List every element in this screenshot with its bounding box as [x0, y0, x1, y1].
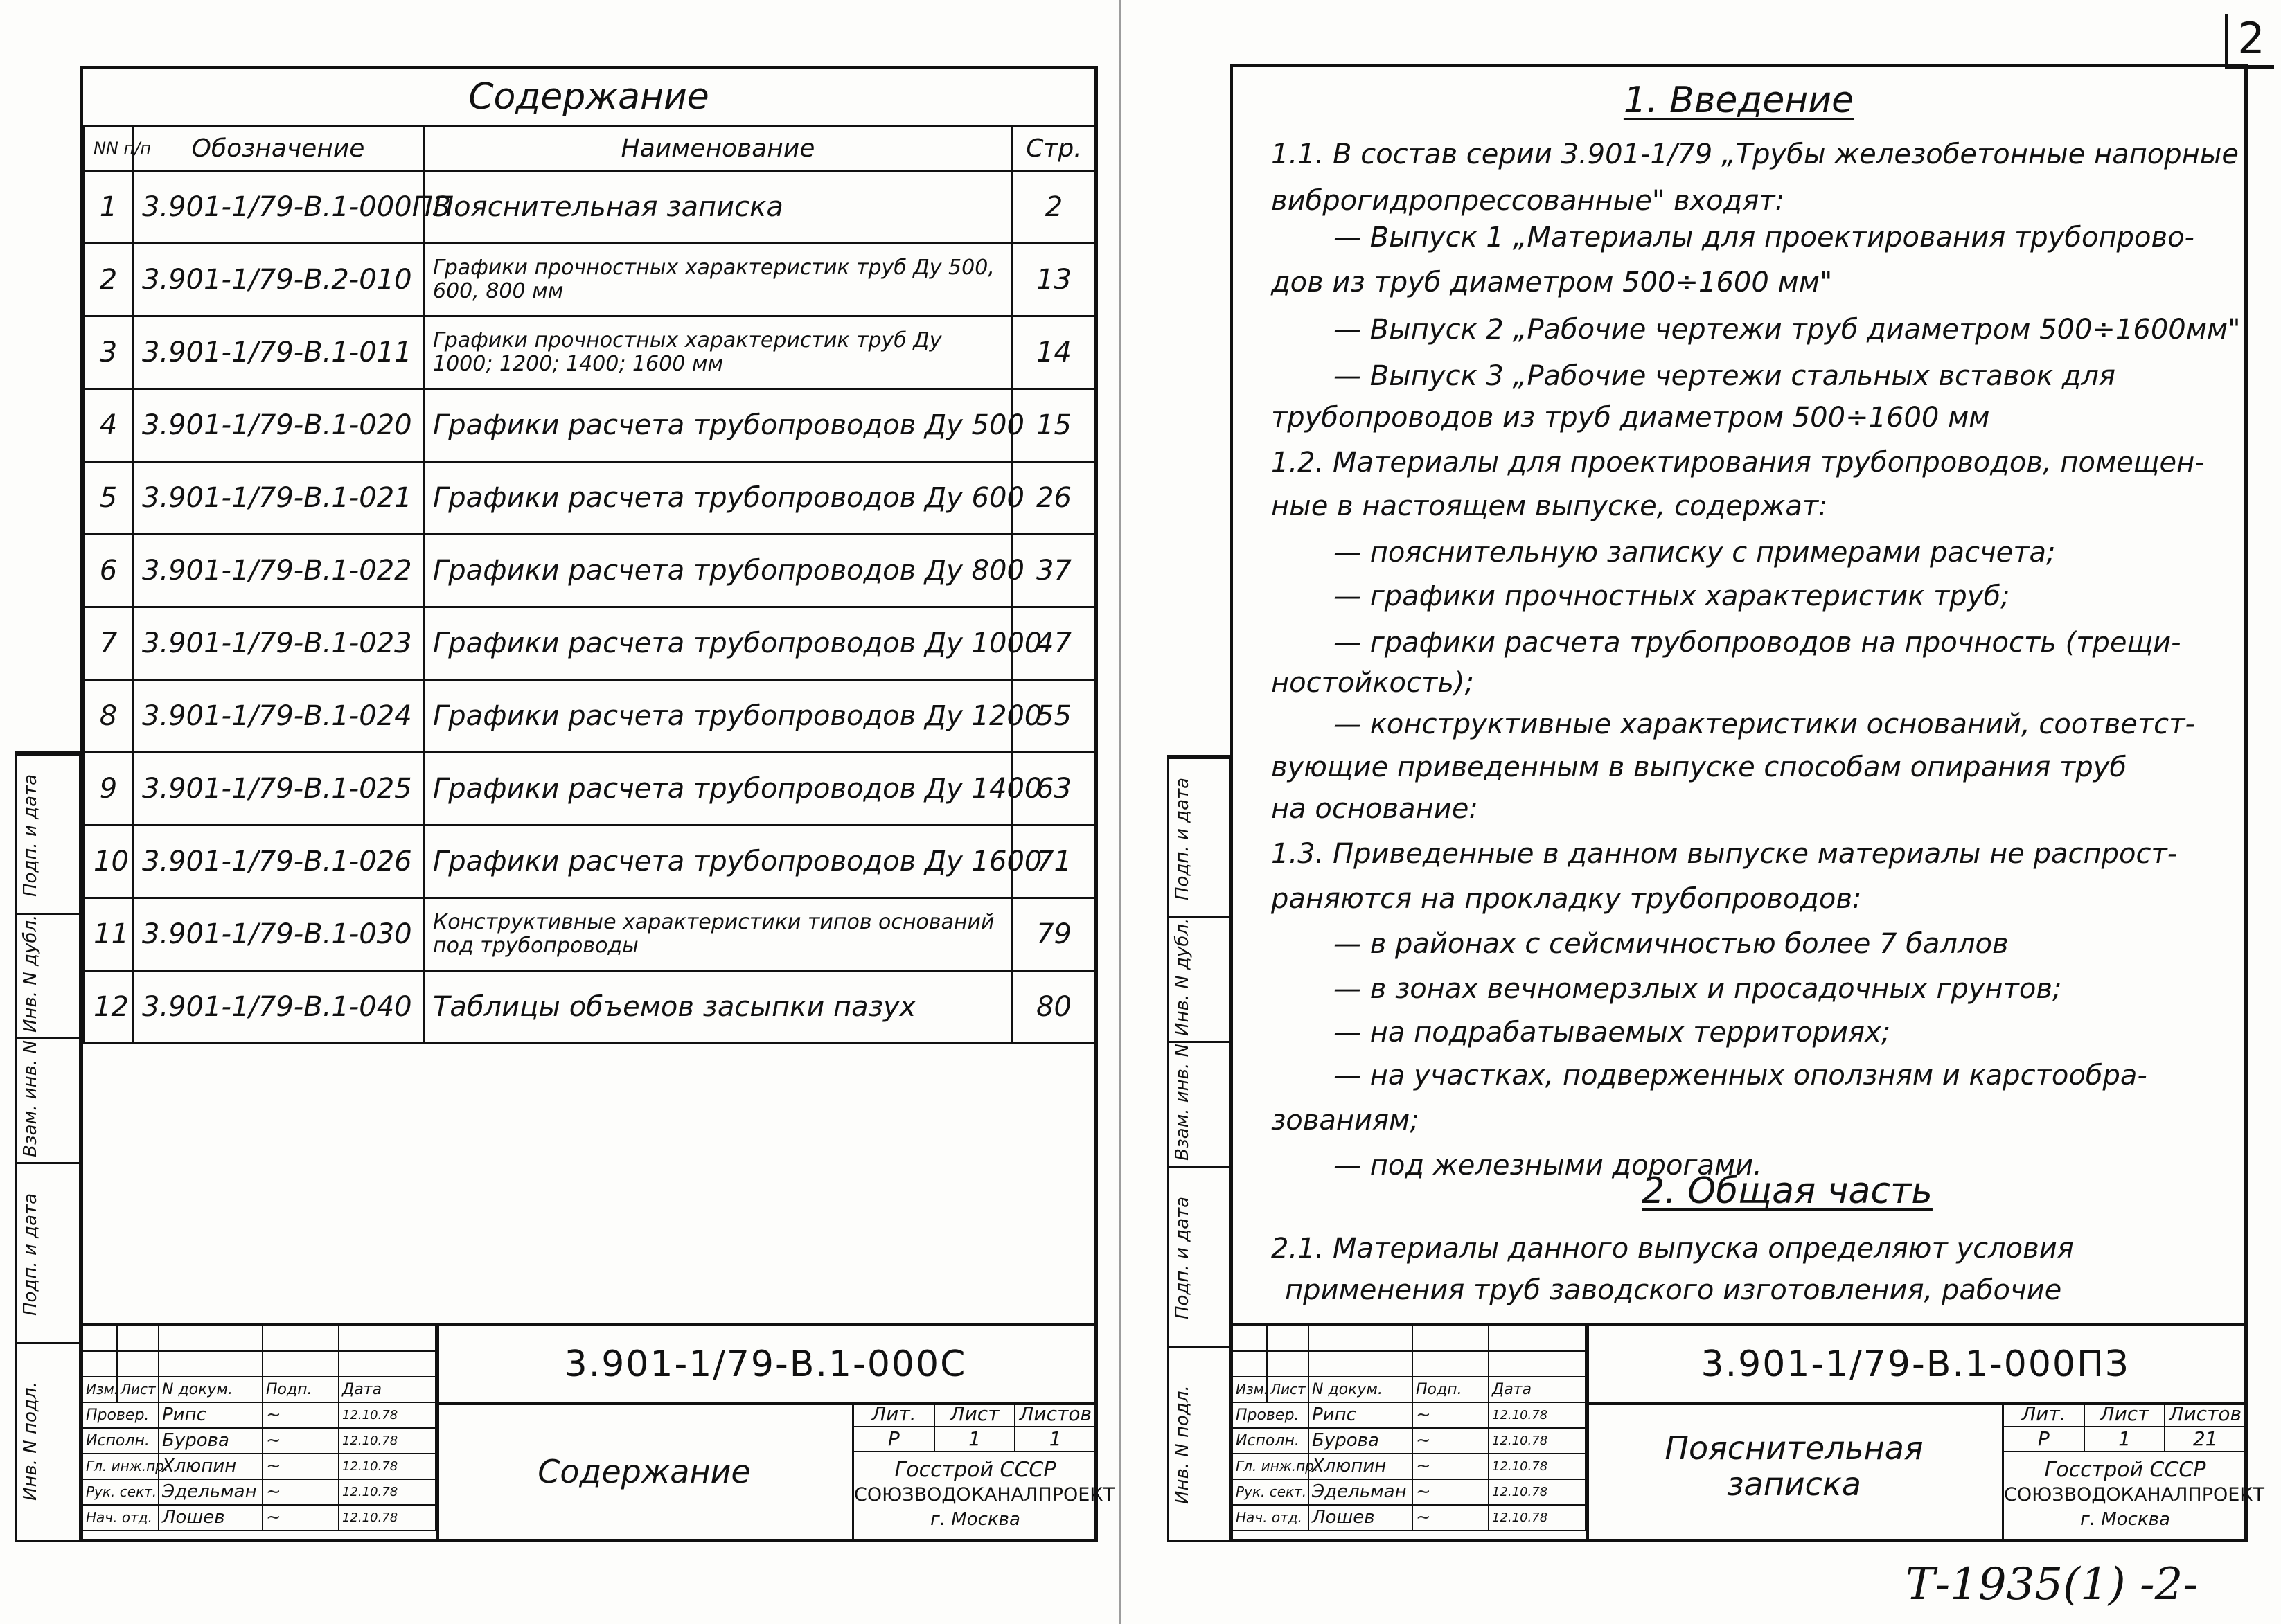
row-designation: 3.901-1/79-В.1-023 — [133, 607, 424, 680]
row-num: 4 — [85, 389, 133, 462]
strip-label: Инв. N подл. — [20, 1382, 41, 1501]
row-num: 12 — [85, 971, 133, 1044]
binding-margin-strip — [1167, 755, 1231, 1542]
stage-sheet-label: Лист — [2085, 1402, 2166, 1427]
text-line: 2.1. Материалы данного выпуска определяют условия — [1271, 1233, 2074, 1265]
row-name: Графики расчета трубопроводов Ду 600 — [424, 462, 1013, 535]
sign-date: 12.10.78 — [1489, 1403, 1586, 1427]
table-row — [85, 462, 1096, 535]
signature: ~ — [1413, 1506, 1489, 1530]
sign-date: 12.10.78 — [339, 1480, 436, 1504]
signature: ~ — [1413, 1429, 1489, 1453]
document-name: Содержание — [538, 1453, 751, 1490]
strip-cell — [1169, 1346, 1229, 1540]
col-header-designation: Обозначение — [133, 126, 424, 171]
col-header-num: NN п/п — [85, 126, 133, 171]
hdr-date: Дата — [1489, 1377, 1586, 1402]
strip-cell — [17, 1162, 79, 1342]
signature-row — [1233, 1429, 1586, 1454]
signature-row — [83, 1454, 436, 1480]
org-name: СОЮЗВОДОКАНАЛПРОЕКТ — [2004, 1484, 2264, 1506]
text-line: на основание: — [1271, 793, 1478, 825]
stage-sheet-value: 1 — [935, 1427, 1016, 1452]
title-block — [1233, 1323, 2264, 1539]
role: Исполн. — [83, 1429, 159, 1453]
document-name-line1: Пояснительная — [1665, 1429, 1924, 1467]
role: Нач. отд. — [1233, 1506, 1309, 1530]
strip-label: Взам. инв. N — [20, 1040, 41, 1157]
row-name: Графики расчета трубопроводов Ду 800 — [424, 535, 1013, 607]
hdr-sheet: Лист — [1268, 1377, 1309, 1402]
sheet-divider — [1119, 0, 1121, 1624]
person: Рипс — [1309, 1403, 1413, 1427]
row-page: 15 — [1013, 389, 1096, 462]
text-line: ные в настоящем выпуске, содержат: — [1271, 490, 1828, 522]
archive-reference: Т-1935(1) -2- — [1905, 1559, 2198, 1610]
stage-box — [852, 1402, 1115, 1541]
section-heading-general: 2. Общая часть — [1642, 1170, 1933, 1212]
text-line: — в районах с сейсмичностью более 7 баллов — [1333, 928, 2009, 960]
hdr-sheet: Лист — [118, 1377, 159, 1402]
text-line: зованиям; — [1271, 1105, 1419, 1136]
stage-sheet-label: Лист — [935, 1402, 1016, 1427]
stage-sheets-label: Листов — [1015, 1402, 1097, 1427]
role: Гл. инж.пр. — [83, 1454, 159, 1479]
stage-lit-value: Р — [2004, 1427, 2085, 1452]
stage-lit-label: Лит. — [854, 1402, 935, 1427]
row-designation: 3.901-1/79-В.1-000ПЗ — [133, 171, 424, 244]
signature: ~ — [1413, 1480, 1489, 1504]
signature-grid — [83, 1326, 439, 1542]
signature-row — [1233, 1454, 1586, 1480]
strip-cell — [1169, 1041, 1229, 1166]
table-row — [85, 898, 1096, 971]
role: Гл. инж.пр. — [1233, 1454, 1309, 1479]
row-page: 2 — [1013, 171, 1096, 244]
row-designation: 3.901-1/79-В.1-025 — [133, 753, 424, 826]
table-row — [85, 171, 1096, 244]
page-number: 2 — [2225, 14, 2274, 69]
strip-cell — [17, 1342, 79, 1540]
sign-date: 12.10.78 — [1489, 1454, 1586, 1479]
strip-label: Подп. и дата — [1172, 1196, 1193, 1319]
org-name: СОЮЗВОДОКАНАЛПРОЕКТ — [854, 1484, 1115, 1506]
person: Бурова — [1309, 1429, 1413, 1453]
role: Нач. отд. — [83, 1506, 159, 1530]
contents-sheet — [0, 0, 1119, 1624]
binding-margin-strip — [15, 751, 81, 1542]
signature: ~ — [263, 1454, 339, 1479]
text-line: трубопроводов из труб диаметром 500÷1600 мм — [1271, 402, 1990, 434]
sign-date: 12.10.78 — [339, 1429, 436, 1453]
row-name: Конструктивные характеристики типов оснований под трубопроводы — [424, 898, 1013, 971]
signature: ~ — [263, 1506, 339, 1530]
hdr-sign: Подп. — [1413, 1377, 1489, 1402]
row-name: Графики прочностных характеристик труб Ду 1000; 1200; 1400; 1600 мм — [424, 316, 1013, 389]
org-ministry: Госстрой СССР — [2044, 1458, 2206, 1482]
strip-cell — [1169, 1166, 1229, 1346]
row-designation: 3.901-1/79-В.1-040 — [133, 971, 424, 1044]
row-num: 5 — [85, 462, 133, 535]
strip-cell — [1169, 757, 1229, 916]
document-name — [1586, 1430, 2002, 1502]
row-num: 8 — [85, 680, 133, 753]
strip-label: Инв. N дубл. — [20, 914, 41, 1033]
sign-date: 12.10.78 — [1489, 1429, 1586, 1453]
sign-date: 12.10.78 — [339, 1454, 436, 1479]
stage-sheets-value: 1 — [1015, 1427, 1097, 1452]
row-name: Пояснительная записка — [424, 171, 1013, 244]
document-code: 3.901-1/79-В.1-000ПЗ — [1586, 1326, 2244, 1405]
row-designation: 3.901-1/79-В.1-020 — [133, 389, 424, 462]
sign-date: 12.10.78 — [1489, 1480, 1586, 1504]
text-line: — графики прочностных характеристик труб; — [1333, 580, 2010, 612]
table-row — [85, 535, 1096, 607]
row-page: 37 — [1013, 535, 1096, 607]
text-line: — пояснительную записку с примерами расчета; — [1333, 537, 2056, 569]
person: Рипс — [159, 1403, 263, 1427]
section-heading-intro: 1. Введение — [1623, 80, 1854, 121]
stage-lit-label: Лит. — [2004, 1402, 2085, 1427]
row-designation: 3.901-1/79-В.1-022 — [133, 535, 424, 607]
org-city: г. Москва — [2080, 1509, 2170, 1530]
person: Лошев — [1309, 1506, 1413, 1530]
signature-row — [1233, 1506, 1586, 1531]
table-row — [85, 826, 1096, 898]
row-name: Графики расчета трубопроводов Ду 1200 — [424, 680, 1013, 753]
text-line: — графики расчета трубопроводов на прочность (трещи- — [1333, 627, 2181, 659]
row-num: 10 — [85, 826, 133, 898]
explanatory-note-sheet — [1122, 0, 2281, 1624]
text-line: 1.3. Приведенные в данном выпуске материалы не распрост- — [1271, 838, 2178, 870]
strip-label: Подп. и дата — [20, 1193, 41, 1316]
table-row — [85, 971, 1096, 1044]
hdr-date: Дата — [339, 1377, 436, 1402]
table-row — [85, 607, 1096, 680]
row-name: Графики прочностных характеристик труб Ду 500, 600, 800 мм — [424, 244, 1013, 316]
signature-grid — [1233, 1326, 1589, 1542]
strip-cell — [17, 753, 79, 913]
signature: ~ — [263, 1429, 339, 1453]
text-line: 1.2. Материалы для проектирования трубопроводов, помещен- — [1271, 447, 2205, 479]
text-line: — под железными дорогами. — [1333, 1150, 1762, 1181]
strip-cell — [1169, 916, 1229, 1041]
table-row — [85, 680, 1096, 753]
row-name: Таблицы объемов засыпки пазух — [424, 971, 1013, 1044]
text-line: — Выпуск 1 „Материалы для проектирования трубопрово- — [1333, 222, 2194, 253]
text-line: — Выпуск 2 „Рабочие чертежи труб диаметром 500÷1600мм" — [1333, 314, 2241, 346]
person: Эдельман — [1309, 1480, 1413, 1504]
text-line: применения труб заводского изготовления, рабочие — [1285, 1274, 2062, 1306]
row-name: Графики расчета трубопроводов Ду 1600 — [424, 826, 1013, 898]
row-designation: 3.901-1/79-В.2-010 — [133, 244, 424, 316]
role: Провер. — [1233, 1403, 1309, 1427]
text-line: — на участках, подверженных оползням и карстообра- — [1333, 1060, 2147, 1091]
text-line: ностойкость); — [1271, 667, 1474, 699]
strip-label: Инв. N дубл. — [1172, 918, 1193, 1036]
row-designation: 3.901-1/79-В.1-024 — [133, 680, 424, 753]
col-header-name: Наименование — [424, 126, 1013, 171]
signature-row — [83, 1429, 436, 1454]
row-page: 79 — [1013, 898, 1096, 971]
hdr-change: Изм. — [83, 1377, 118, 1402]
row-name: Графики расчета трубопроводов Ду 1400 — [424, 753, 1013, 826]
hdr-doc-no: N докум. — [159, 1377, 263, 1402]
row-num: 7 — [85, 607, 133, 680]
text-line: — в зонах вечномерзлых и просадочных грунтов; — [1333, 973, 2062, 1005]
row-designation: 3.901-1/79-В.1-030 — [133, 898, 424, 971]
contents-title: Содержание — [83, 69, 1094, 127]
text-line: виброгидропрессованные" входят: — [1271, 185, 1785, 217]
signature-header-row — [1233, 1377, 1586, 1403]
stage-sheet-value: 1 — [2085, 1427, 2166, 1452]
text-line: вующие приведенным в выпуске способам опирания труб — [1271, 751, 2127, 783]
text-line: — конструктивные характеристики оснований, соответст- — [1333, 708, 2195, 740]
row-num: 11 — [85, 898, 133, 971]
strip-label: Взам. инв. N — [1172, 1044, 1193, 1161]
row-designation: 3.901-1/79-В.1-021 — [133, 462, 424, 535]
text-line: дов из труб диаметром 500÷1600 мм" — [1271, 267, 1833, 298]
strip-cell — [17, 913, 79, 1037]
table-row — [85, 316, 1096, 389]
row-page: 13 — [1013, 244, 1096, 316]
org-city: г. Москва — [930, 1509, 1020, 1530]
table-row — [85, 244, 1096, 316]
stage-sheets-value: 21 — [2165, 1427, 2246, 1452]
row-name: Графики расчета трубопроводов Ду 1000 — [424, 607, 1013, 680]
stage-sheets-label: Листов — [2165, 1402, 2246, 1427]
role: Провер. — [83, 1403, 159, 1427]
person: Лошев — [159, 1506, 263, 1530]
row-num: 3 — [85, 316, 133, 389]
col-header-page: Стр. — [1013, 126, 1096, 171]
row-page: 47 — [1013, 607, 1096, 680]
text-line: — на подрабатываемых территориях; — [1333, 1017, 1891, 1049]
row-num: 2 — [85, 244, 133, 316]
signature-row — [1233, 1403, 1586, 1429]
person: Хлюпин — [159, 1454, 263, 1479]
strip-cell — [17, 1037, 79, 1162]
person: Хлюпин — [1309, 1454, 1413, 1479]
role: Рук. сект. — [83, 1480, 159, 1504]
signature-row — [1233, 1480, 1586, 1506]
row-page: 14 — [1013, 316, 1096, 389]
hdr-sign: Подп. — [263, 1377, 339, 1402]
hdr-change: Изм. — [1233, 1377, 1268, 1402]
row-designation: 3.901-1/79-В.1-026 — [133, 826, 424, 898]
person: Бурова — [159, 1429, 263, 1453]
hdr-doc-no: N докум. — [1309, 1377, 1413, 1402]
document-code: 3.901-1/79-В.1-000С — [436, 1326, 1094, 1405]
row-designation: 3.901-1/79-В.1-011 — [133, 316, 424, 389]
strip-label: Подп. и дата — [1172, 777, 1193, 900]
row-num: 6 — [85, 535, 133, 607]
row-page: 71 — [1013, 826, 1096, 898]
sign-date: 12.10.78 — [339, 1403, 436, 1427]
role: Исполн. — [1233, 1429, 1309, 1453]
signature-header-row — [83, 1377, 436, 1403]
signature: ~ — [1413, 1403, 1489, 1427]
title-block — [83, 1323, 1115, 1539]
sign-date: 12.10.78 — [1489, 1506, 1586, 1530]
signature: ~ — [263, 1480, 339, 1504]
person: Эдельман — [159, 1480, 263, 1504]
stage-box — [2002, 1402, 2264, 1541]
row-page: 55 — [1013, 680, 1096, 753]
row-name: Графики расчета трубопроводов Ду 500 — [424, 389, 1013, 462]
signature-row — [83, 1403, 436, 1429]
signature-row — [83, 1480, 436, 1506]
document-name-line2: записка — [1727, 1465, 1861, 1503]
strip-label: Подп. и дата — [20, 774, 41, 897]
text-line: — Выпуск 3 „Рабочие чертежи стальных вставок для — [1333, 360, 2115, 392]
table-row — [85, 753, 1096, 826]
text-line: раняются на прокладку трубопроводов: — [1271, 883, 1862, 915]
row-page: 80 — [1013, 971, 1096, 1044]
signature-row — [83, 1506, 436, 1531]
row-num: 9 — [85, 753, 133, 826]
signature: ~ — [1413, 1454, 1489, 1479]
row-page: 63 — [1013, 753, 1096, 826]
role: Рук. сект. — [1233, 1480, 1309, 1504]
text-line: 1.1. В состав серии 3.901-1/79 „Трубы железобетонные напорные — [1271, 139, 2239, 170]
row-page: 26 — [1013, 462, 1096, 535]
contents-table — [83, 125, 1097, 1044]
strip-label: Инв. N подл. — [1172, 1385, 1193, 1504]
row-num: 1 — [85, 171, 133, 244]
signature: ~ — [263, 1403, 339, 1427]
table-row — [85, 389, 1096, 462]
sign-date: 12.10.78 — [339, 1506, 436, 1530]
stage-lit-value: Р — [854, 1427, 935, 1452]
contents-header-row — [85, 126, 1096, 171]
org-ministry: Госстрой СССР — [894, 1458, 1056, 1482]
